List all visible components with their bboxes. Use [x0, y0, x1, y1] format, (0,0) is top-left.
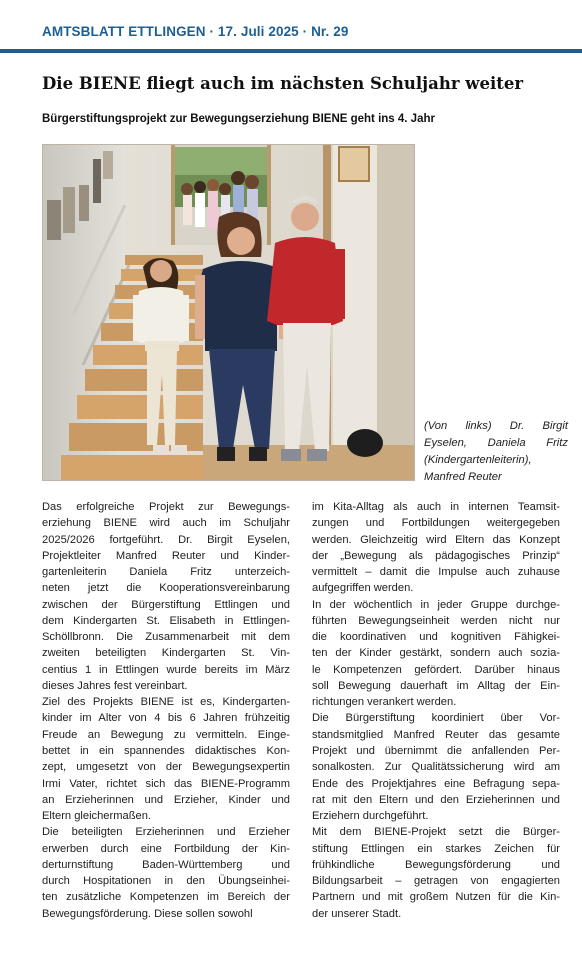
article-photo [42, 144, 415, 481]
body-text-line: zungen und Fortbildungen weitergegeben [312, 517, 560, 530]
body-text-line: vermittelt – damit die Impulse auch zuhause [312, 566, 560, 579]
body-text-line: gartenleiterin Daniela Fritz unterzeich- [42, 566, 290, 579]
body-text-line: soll Bewegung dauerhaft im Alltag der Ein- [312, 679, 560, 692]
caption-line: Manfred Reuter [424, 471, 502, 483]
body-text-line: Ziel des Projekts BIENE ist es, Kindergarten- [42, 696, 290, 709]
body-text-line: die koordinativen und kognitiven Fähigkei- [312, 631, 560, 644]
caption-line: (Kindergartenleiterin), [424, 454, 532, 466]
body-text-line: Das erfolgreiche Projekt zur Bewegungs- [42, 501, 290, 513]
body-text-line: kinder im Alter von 4 bis 6 Jahren frühzeitig [42, 712, 290, 725]
body-text-line: 2025/2026 fortgeführt. Dr. Birgit Eyselen, [42, 533, 290, 546]
photo-caption [424, 418, 568, 486]
body-text-line: standsmitglied Manfred Reuter das gesamte [312, 728, 560, 741]
body-text-line: Eltern gleichermaßen. [42, 810, 151, 823]
body-text-line: Bildungsarbeit – getragen von engagierten [312, 875, 560, 888]
body-text-line: Bewegungsförderung. Diese sollen sowohl [42, 907, 253, 920]
body-text-line: dieses Jahres fest vereinbart. [42, 679, 188, 692]
body-text-line: centius 1 in Ettlingen wurde bereits im März [42, 663, 290, 676]
body-text-line: richtungen verankert werden. [312, 696, 457, 709]
masthead [0, 0, 582, 52]
body-text-line: sonalkosten. Zur Qualitätssicherung wird am [312, 761, 560, 774]
body-text-line: der unserer Stadt. [312, 907, 402, 920]
body-text-line: zweiten beteiligten Kindergarten St. Vin- [42, 647, 290, 660]
body-text-line: rat mit den Eltern und den Erzieherinnen und [312, 793, 560, 806]
body-text-line: werden. Gleichzeitig wird Eltern das Konzept [312, 533, 560, 546]
body-text-line: Projekt und übernimmt die anfallenden Per- [312, 744, 560, 757]
body-text-line: der „Bewegung als pädagogisches Prinzip“ [312, 549, 560, 562]
body-text-line: Ende des Projektjahres eine Befragung sepa- [312, 777, 560, 790]
body-text-line: Mit dem BIENE-Projekt setzt die Bürger- [312, 826, 560, 839]
body-text-line: frühkindliche Bewegungsförderung und [312, 858, 560, 871]
caption-line: Eyselen, Daniela Fritz [424, 437, 568, 449]
body-text-line: zept, umgesetzt von der Bewegungsexpertin [42, 761, 290, 774]
article-subheadline: Bürgerstiftungsprojekt zur Bewegungserziehung BIENE geht ins 4. Jahr [42, 113, 435, 125]
body-text-line: erziehung BIENE wird auch im Schuljahr [42, 517, 290, 530]
masthead-rule [0, 49, 582, 53]
body-text-line: bettet in ein spannendes didaktisches Kon- [42, 744, 290, 757]
body-text-line: ten zusätzliche Kompetenzen im Bereich der [42, 891, 290, 904]
body-text-line: Projektleiter Manfred Reuter und Kinder- [42, 549, 290, 562]
body-text-line: aufgegriffen werden. [312, 582, 414, 595]
body-text-line: neten jetzt die Kooperationsvereinbarung [42, 582, 290, 595]
body-text-line: Die beteiligten Erzieherinnen und Erzieher [42, 826, 290, 839]
body-text-line: Irmi Vater, richtet sich das BIENE-Programm [42, 777, 290, 790]
body-text-line: durch Hospitationen in den Übungseinhei- [42, 875, 290, 888]
body-text-line: Partnern und mit großem Nutzen für die Kin- [312, 891, 560, 904]
body-text-line: dem Kindergarten St. Elisabeth in Ettlingen- [42, 614, 290, 627]
article-headline: Die BIENE fliegt auch im nächsten Schuljahr weiter [42, 74, 524, 93]
body-text-line: Die Bürgerstiftung koordiniert über Vor- [312, 712, 560, 725]
caption-line: (Von links) Dr. Birgit [424, 420, 568, 432]
body-text-line: zwischen der Bürgerstiftung Ettlingen und [42, 598, 290, 611]
body-text-line: Schöllbronn. Die Zusammenarbeit mit dem [42, 631, 290, 644]
body-text-line: an Erzieherinnen und Erzieher, Kinder und [42, 793, 290, 806]
body-text-line: erwerben durch eine Fortbildung der Kin- [42, 842, 290, 855]
body-text-line: Erziehern durchgeführt. [312, 810, 429, 823]
body-text-line: führten Bewegungseinheit werden nicht nur [312, 614, 560, 627]
body-text-line: Freude an Bewegung zu vermitteln. Einge- [42, 728, 290, 741]
article-body-left-column [42, 499, 290, 922]
body-text-line: ten der Kinder gestärkt, sondern auch sozia- [312, 647, 560, 660]
body-text-line: In der wöchentlich in jeder Gruppe durchge- [312, 598, 560, 611]
body-text-line: stiftung Ettlingen ein starkes Zeichen für [312, 842, 560, 855]
body-text-line: derturnstiftung Baden-Württemberg und [42, 858, 290, 871]
body-text-line: le Kompetenzen gefördert. Darüber hinaus [312, 663, 560, 676]
article-body-right-column [312, 499, 560, 922]
body-text-line: im Kita-Alltag als auch in internen Teamsit- [312, 501, 560, 513]
masthead-title: AMTSBLATT ETTLINGEN · 17. Juli 2025 · Nr. 29 [42, 24, 349, 39]
